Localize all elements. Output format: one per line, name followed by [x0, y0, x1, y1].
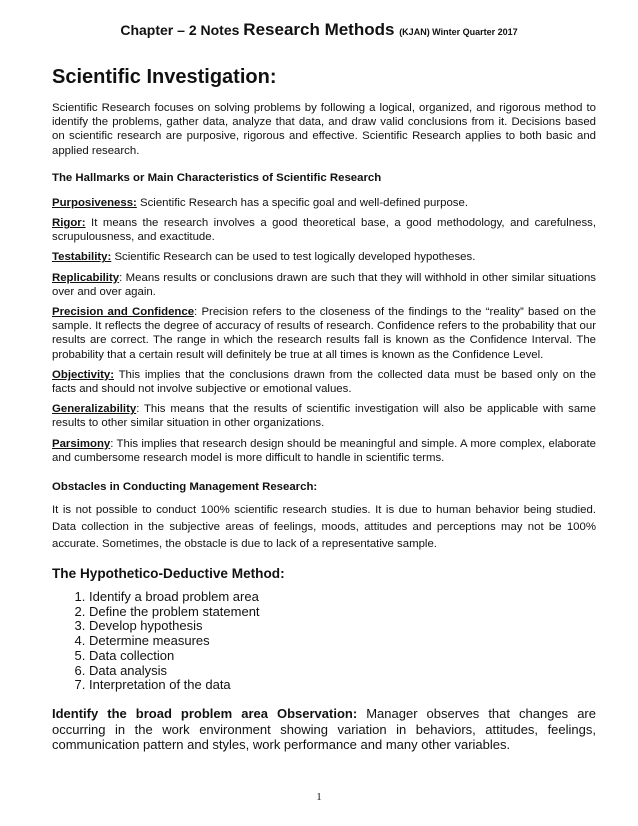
hallmark-text: This implies that the conclusions drawn from the collected data must be based only on the facts and should not involve subjective or emotional values.	[52, 368, 596, 396]
page-number: 1	[316, 791, 322, 803]
hallmark-term: Precision and Confidence	[52, 306, 195, 319]
hallmark-term: Rigor:	[52, 217, 86, 230]
header-chapter: Chapter – 2 Notes	[120, 22, 244, 38]
list-item: 2. Define the problem statement	[89, 605, 596, 620]
hallmark-term: Purposiveness:	[52, 196, 137, 209]
hallmark-item	[52, 250, 596, 264]
intro-paragraph: Scientific Research focuses on solving problems by following a logical, organized, and rigorous method to identify the problems, gather data, analyze that data, and draw valid conclusions from it. Decisions based on scientific research are purposive, rigorous and effective. Scientific Research applies to both basic and applied research.	[52, 102, 596, 157]
observation-text: Manager observes that changes are occurring in the work environment showing variation in behaviors, attitudes, feelings, communication pattern and styles, work performance and many other variables.	[52, 705, 596, 753]
hallmark-item	[52, 402, 596, 430]
obstacles-paragraph: It is not possible to conduct 100% scientific research studies. It is due to human behavior being studied. Data collection in the subjective areas of feelings, moods, attitudes and perceptions may not be 100% accurate. Sometimes, the obstacle is due to lack of a representative sample.	[52, 504, 596, 551]
hallmarks-heading: The Hallmarks or Main Characteristics of Scientific Research	[52, 171, 382, 184]
hallmark-text: : Precision refers to the closeness of the findings to the “reality” based on the sample. It reflects the degree of accuracy of results of research. Confidence refers to the probability that our results are correct. The range in which the research results fall is known as the Confidence Interval. The probability that a certain result will definitely be true at all times is known as the Confidence Level.	[52, 306, 596, 361]
hallmark-term: Parsimony	[52, 437, 111, 450]
hallmark-item	[52, 271, 596, 299]
hallmark-item	[52, 437, 596, 465]
observation-lead: Identify the broad problem area Observation:	[52, 705, 358, 721]
list-item: 1. Identify a broad problem area	[89, 590, 596, 605]
header-course: Research Methods	[243, 20, 400, 39]
hallmark-item	[52, 305, 596, 362]
hallmark-text: Scientific Research can be used to test logically developed hypotheses.	[111, 251, 476, 264]
hallmark-term: Testability:	[52, 251, 112, 264]
header-term: (KJAN) Winter Quarter 2017	[399, 27, 518, 37]
obstacles-heading: Obstacles in Conducting Management Research:	[52, 481, 318, 494]
list-item: 5. Data collection	[89, 649, 596, 664]
hallmark-text: : This means that the results of scientific investigation will also be applicable with same results to other similar situation in other organizations.	[52, 403, 596, 430]
hallmark-term: Objectivity:	[52, 368, 115, 381]
hallmark-text: It means the research involves a good theoretical base, a good methodology, and carefulness, scrupulousness, and exactitude.	[52, 217, 596, 244]
method-heading: The Hypothetico-Deductive Method:	[52, 566, 285, 582]
list-item: 4. Determine measures	[89, 634, 596, 649]
hallmark-text: : This implies that research design should be meaningful and simple. A more complex, elaborate and cumbersome research model is more difficult to handle in scientific terms.	[52, 437, 596, 464]
list-item: 6. Data analysis	[89, 664, 596, 679]
list-item: 7. Interpretation of the data	[89, 678, 596, 693]
observation-paragraph	[52, 706, 596, 753]
hallmark-term: Generalizability	[52, 403, 137, 416]
document-body	[52, 66, 596, 753]
hallmark-term: Replicability	[52, 271, 120, 284]
page-header	[0, 20, 638, 40]
method-steps-list	[52, 590, 596, 693]
list-item: 3. Develop hypothesis	[89, 619, 596, 634]
section-title: Scientific Investigation:	[52, 66, 277, 88]
hallmark-item	[52, 196, 596, 210]
hallmark-text: Scientific Research has a specific goal and well-defined purpose.	[136, 196, 468, 209]
hallmark-item	[52, 368, 596, 396]
hallmark-text: : Means results or conclusions drawn are such that they will withhold in other similar situations over and over again.	[52, 271, 596, 298]
hallmark-item	[52, 216, 596, 244]
